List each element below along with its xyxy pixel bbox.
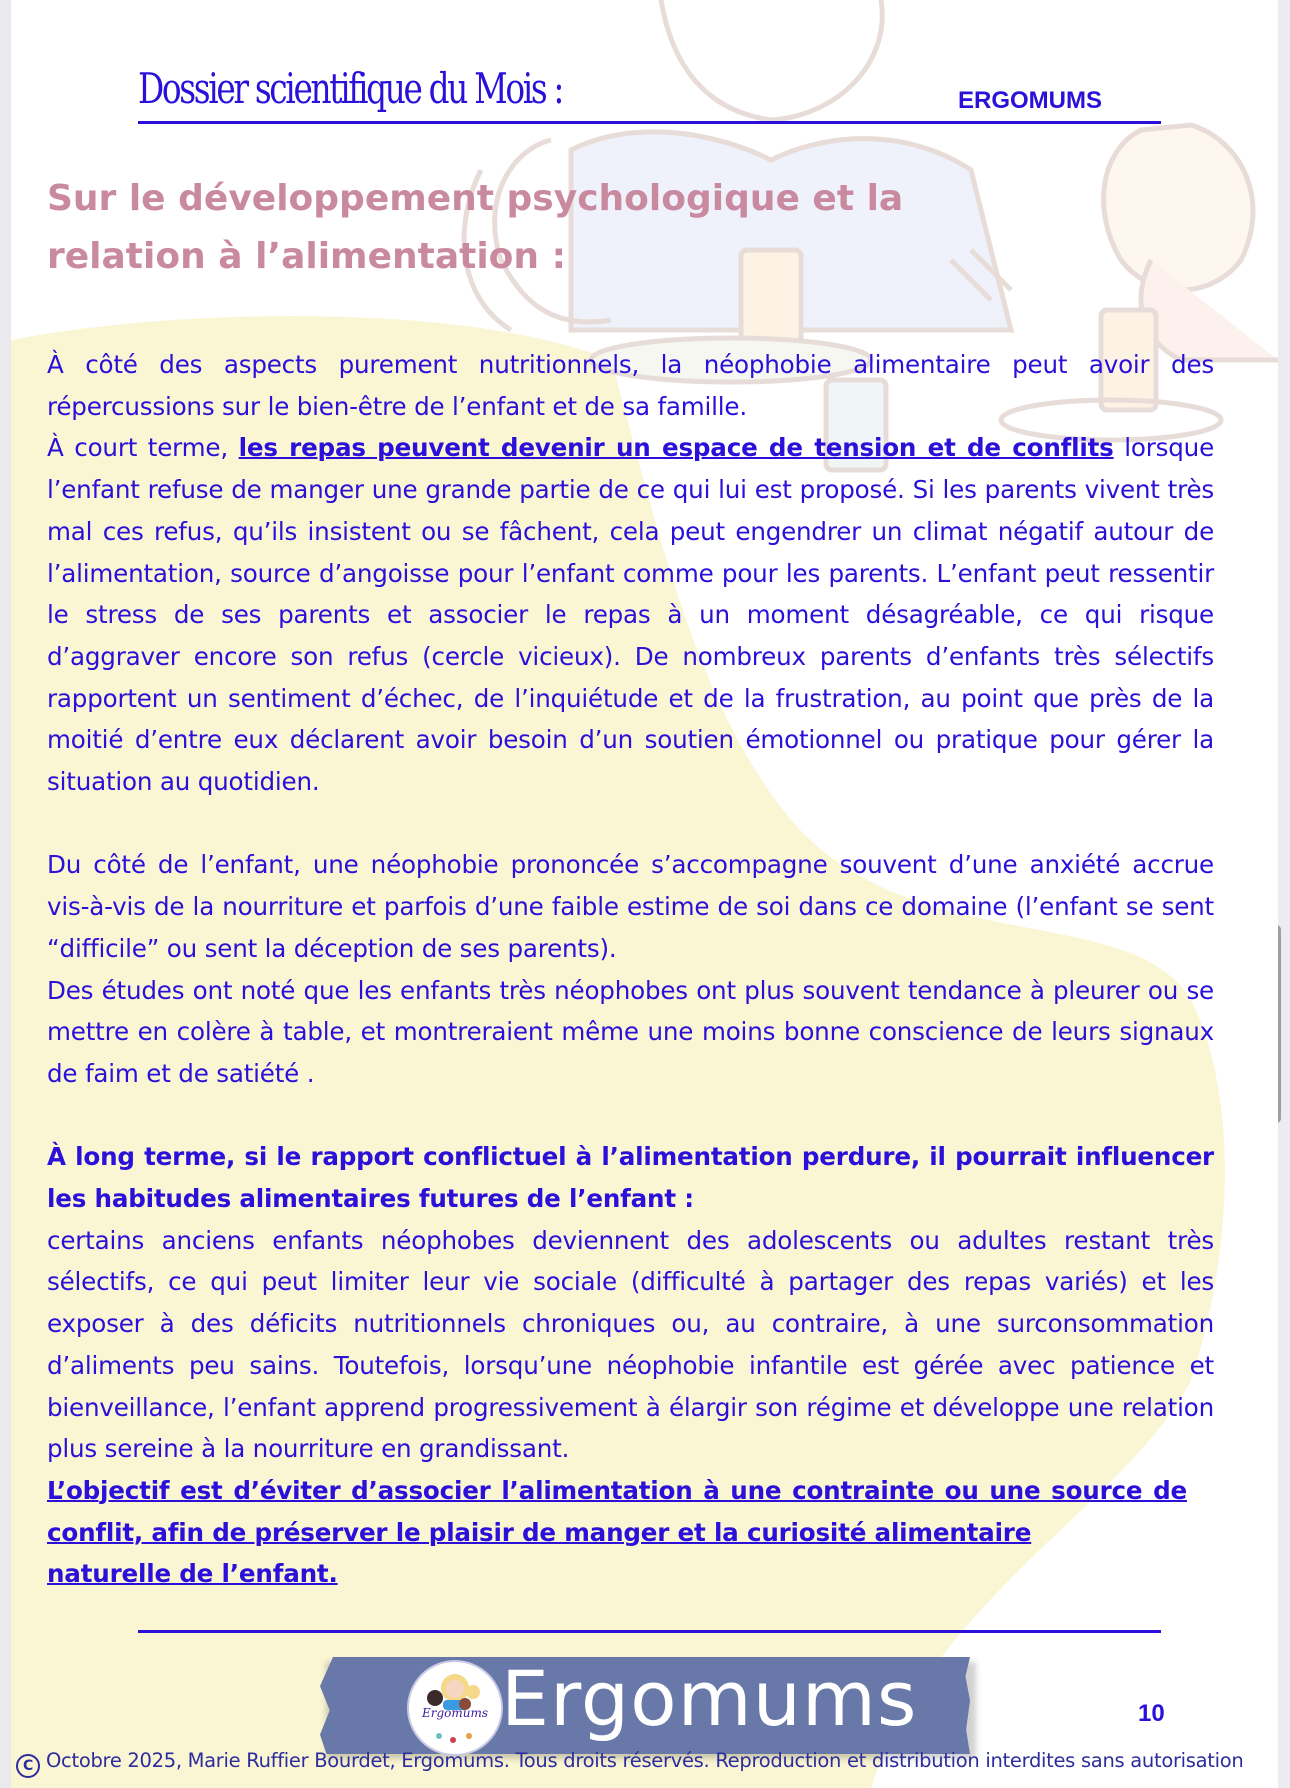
copyright-notice [16, 1749, 1243, 1778]
paragraph-objective-line-2: naturelle de l’enfant. [47, 1559, 338, 1589]
paragraph-studies: Des études ont noté que les enfants très néophobes ont plus souvent tendance à pleurer ou se mettre en colère à table, et montreraient même une moins bonne conscience de leurs signaux de faim et de satiété . [47, 975, 1214, 1088]
section-heading [47, 170, 947, 286]
copyright-text: Octobre 2025, Marie Ruffier Bourdet, Ergomums. Tous droits réservés. Reproduction et distribution interdites sans autorisation [46, 1749, 1244, 1772]
header-brand: ERGOMUMS [958, 87, 1102, 114]
emphasis-tension-conflicts: les repas peuvent devenir un espace de tension et de conflits [238, 433, 1114, 463]
paragraph-long-term-lead: À long terme, si le rapport conflictuel à l’alimentation perdure, il pourrait influencer les habitudes alimentaires futures de l’enfant : [47, 1142, 1214, 1214]
document-page [11, 0, 1278, 1788]
paragraph-gap [47, 1095, 1214, 1137]
section-heading-line-1: Sur le développement psychologique et la [47, 178, 904, 219]
paragraph-child-side: Du côté de l’enfant, une néophobie prononcée s’accompagne souvent d’une anxiété accrue vis-à-vis de la nourriture et parfois d’une faible estime de soi dans ce domaine (l’enfant se sent “difficile” ou sent la déception de ses parents). [47, 850, 1214, 963]
paragraph-objective-line-1: L’objectif est d’éviter d’associer l’alimentation à une contrainte ou une source de conflit, afin de préserver le plaisir de manger et la curiosité alimentaire [47, 1475, 1187, 1547]
paragraph-short-term-start: À court terme, [47, 433, 239, 463]
copyright-icon: C [16, 1754, 40, 1778]
page-number: 10 [1138, 1700, 1165, 1727]
paragraph-long-term: certains anciens enfants néophobes deviennent des adolescents ou adultes restant très sélectifs, ce qui peut limiter leur vie sociale (difficulté à partager des repas variés) et les exposer à des déficits nutritionnels chroniques ou, au contraire, à une surconsommation d’aliments peu sains. Toutefois, lorsqu’une néophobie infantile est gérée avec patience et bienveillance, l’enfant apprend progressivement à élargir son régime et développe une relation plus sereine à la nourriture en grandissant. [47, 1225, 1214, 1464]
banner-wordmark: Ergomums [501, 1654, 918, 1743]
footer-divider [138, 1630, 1161, 1633]
scrollbar-track[interactable] [1278, 0, 1290, 1788]
paragraph-short-term-rest: lorsque l’enfant refuse de manger une grande partie de ce qui lui est proposé. Si les parents vivent très mal ces refus, qu’ils insistent ou se fâchent, cela peut engendrer un climat négatif autour de l’alimentation, source d’angoisse pour l’enfant comme pour les parents. L’enfant peut ressentir le stress de ses parents et associer le repas à un moment désagréable, ce qui risque d’aggraver encore son refus (cercle vicieux). De nombreux parents d’enfants très sélectifs rapportent un sentiment d’échec, de l’inquiétude et de la frustration, au point que près de la moitié d’entre eux déclarent avoir besoin d’un soutien émotionnel ou pratique pour gérer la situation au quotidien. [47, 433, 1214, 797]
paragraph-gap [47, 803, 1214, 845]
document-series-title: Dossier scientifique du Mois : [138, 64, 563, 113]
logo-wordmark: Ergomums [421, 1706, 489, 1720]
brand-logo [407, 1660, 503, 1756]
paragraph-intro: À côté des aspects purement nutritionnels, la néophobie alimentaire peut avoir des répercussions sur le bien-être de l’enfant et de sa famille. [47, 350, 1214, 421]
section-heading-line-2: relation à l’alimentation : [47, 236, 566, 277]
header-divider [138, 121, 1161, 124]
article-body [47, 344, 1214, 1595]
paragraph-short-term [47, 427, 1214, 802]
